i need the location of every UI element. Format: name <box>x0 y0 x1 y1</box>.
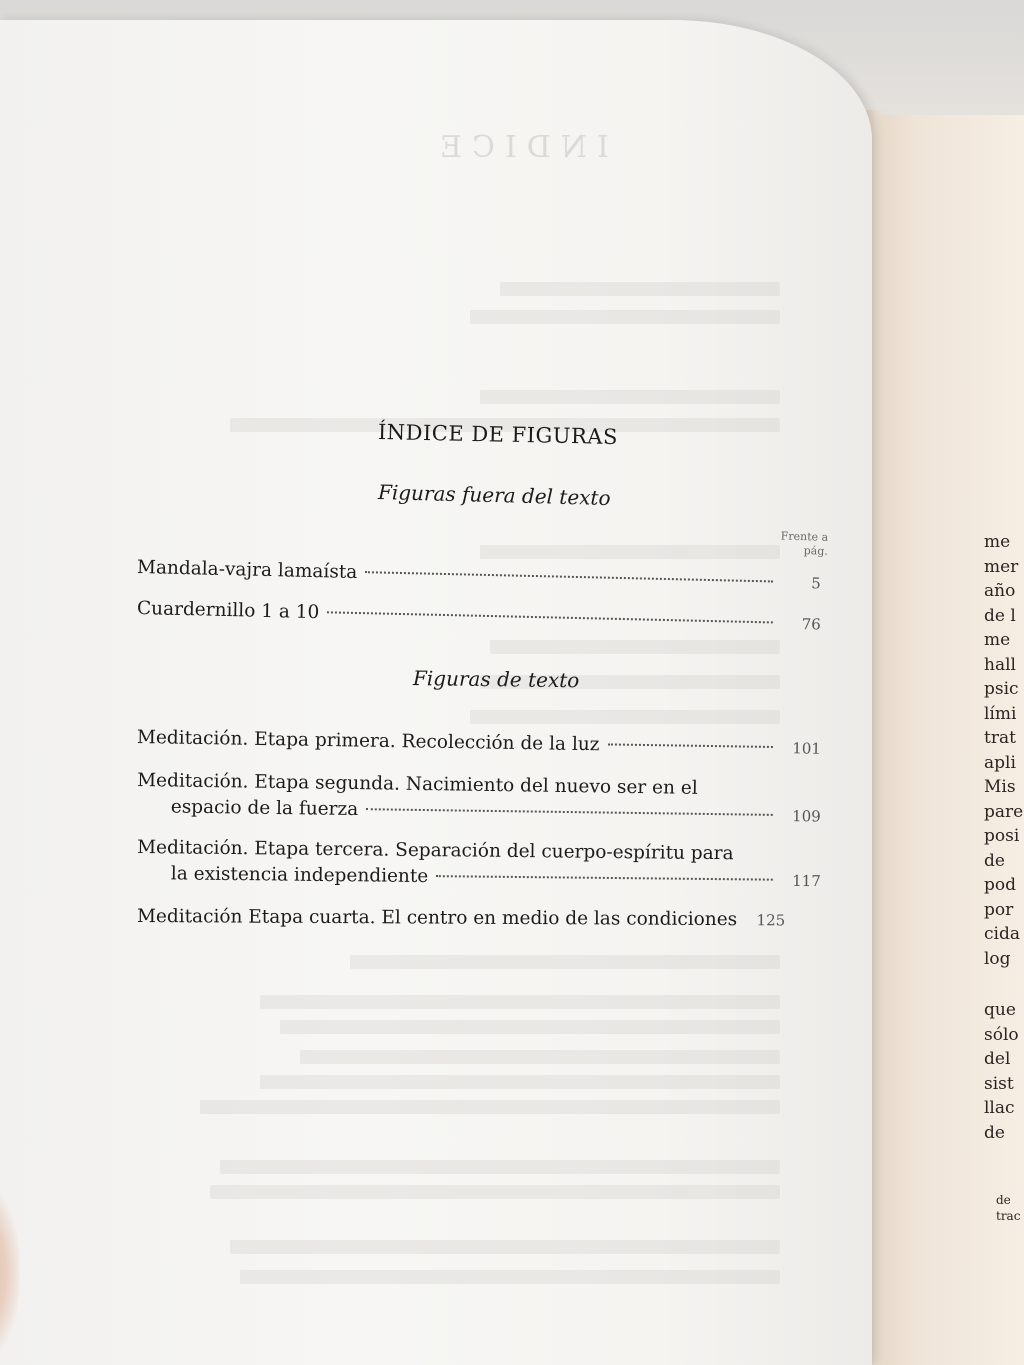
toc-entry <box>137 835 822 894</box>
dot-leader <box>366 808 773 816</box>
ghost-heading: INDICE <box>430 130 609 165</box>
fragment: mer <box>984 556 1019 577</box>
section-heading-outside-text: Figuras fuera del texto <box>377 480 611 511</box>
page-number: 101 <box>792 739 822 758</box>
fragment: me <box>984 532 1011 552</box>
facing-page-footnote <box>996 1192 1024 1224</box>
fragment: de <box>984 850 1005 871</box>
page-title: ÍNDICE DE FIGURAS <box>377 420 619 450</box>
ghost-line <box>280 1020 780 1034</box>
entry-title-continued: la existencia independiente <box>170 863 429 888</box>
page-number: 76 <box>801 615 822 634</box>
ghost-line <box>200 1100 780 1114</box>
fragment: log <box>984 948 1011 969</box>
fragment: año <box>984 581 1016 601</box>
ghost-line <box>210 1185 780 1199</box>
fragment: Mis <box>984 777 1016 797</box>
fragment: sólo <box>984 1024 1019 1045</box>
ghost-line <box>220 1160 780 1174</box>
ghost-line <box>260 995 780 1009</box>
fragment: pod <box>984 875 1016 895</box>
ghost-line <box>300 1050 780 1064</box>
entry-title: Cuardernillo 1 a 10 <box>136 598 320 624</box>
page-number: 117 <box>792 871 821 891</box>
column-label-line: Frente a <box>780 529 829 544</box>
ghost-line <box>260 1075 780 1089</box>
fragment: llac <box>984 1098 1015 1118</box>
fragment: posi <box>984 826 1020 846</box>
toc-entry <box>137 555 821 597</box>
fragment: por <box>984 899 1014 920</box>
fragment: sist <box>984 1073 1014 1094</box>
section-heading-in-text: Figuras de texto <box>412 666 580 693</box>
page-number: 5 <box>811 574 822 593</box>
dot-leader <box>607 743 772 748</box>
dot-leader <box>436 875 773 881</box>
ghost-line <box>470 710 780 724</box>
entry-title: Meditación. Etapa primera. Recolección de la luz <box>136 727 600 756</box>
page-number: 125 <box>756 911 786 930</box>
column-label <box>770 529 829 559</box>
ghost-line <box>480 545 780 559</box>
fragment: del <box>984 1049 1011 1069</box>
ghost-line <box>240 1270 780 1284</box>
entry-title: Meditación. Etapa tercera. Separación del cuerpo-espíritu para <box>137 837 734 865</box>
entry-title: Meditación. Etapa segunda. Nacimiento del nuevo ser en el <box>137 770 698 799</box>
ghost-line <box>500 282 780 296</box>
ghost-line <box>350 955 780 969</box>
ghost-line <box>480 390 780 404</box>
facing-page-text-block <box>984 530 1024 971</box>
fragment: hall <box>984 654 1016 675</box>
page-number: 109 <box>791 807 821 826</box>
fragment: de l <box>984 605 1016 626</box>
fragment: lími <box>984 703 1017 724</box>
fragment: apli <box>984 752 1016 773</box>
ghost-line <box>470 310 780 324</box>
fragment: de <box>996 1193 1011 1207</box>
toc-entry <box>137 768 822 830</box>
fragment: de <box>984 1122 1005 1143</box>
ghost-line <box>490 640 780 654</box>
fragment: pare <box>984 801 1024 822</box>
book-page <box>0 20 872 1365</box>
show-through-text <box>0 20 872 1365</box>
dot-leader <box>365 571 773 582</box>
fragment: que <box>984 1000 1016 1020</box>
fragment: me <box>984 630 1011 650</box>
ghost-line <box>230 1240 780 1254</box>
fragment: psic <box>984 679 1019 699</box>
toc-entry <box>137 725 821 762</box>
entry-title-continued: espacio de la fuerza <box>170 796 359 821</box>
entry-title: Meditación Etapa cuarta. El centro en medio de las condiciones <box>136 906 738 931</box>
facing-page-text-block <box>984 998 1024 1145</box>
toc-entry <box>137 596 821 638</box>
entry-title: Mandala-vajra lamaísta <box>136 557 358 583</box>
fragment: trat <box>984 728 1016 748</box>
column-label-line: pág. <box>803 544 828 558</box>
fragment: cida <box>984 924 1020 944</box>
toc-entry <box>137 904 821 934</box>
dot-leader <box>327 611 773 623</box>
fragment: trac <box>996 1209 1021 1223</box>
